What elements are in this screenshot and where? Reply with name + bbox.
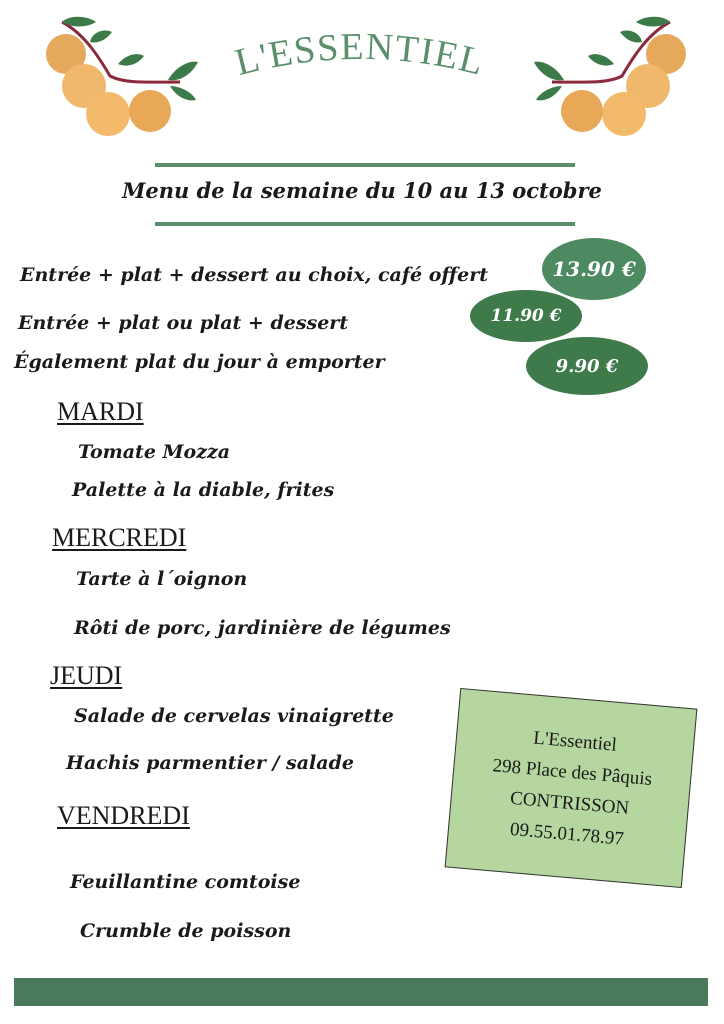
contact-card [445,688,698,888]
dish-friday-2: Crumble de poisson [80,920,292,942]
price-3: 9.90 € [555,355,619,377]
day-wednesday: MERCREDI [52,523,187,552]
dish-friday-1: Feuillantine comtoise [70,871,301,893]
price-badge-1 [542,238,646,300]
price-badge-3 [526,337,648,395]
dish-tuesday-1: Tomate Mozza [78,441,231,463]
bottom-rule [155,222,575,226]
contact-name: L'Essentiel [532,727,618,756]
restaurant-name [180,20,540,100]
day-thursday: JEUDI [50,661,123,690]
top-rule [155,163,575,167]
price-2: 11.90 € [490,306,562,326]
contact-city: CONTRISSON [509,787,630,820]
dish-thursday-1: Salade de cervelas vinaigrette [74,705,394,727]
dish-thursday-2: Hachis parmentier / salade [66,752,354,774]
price-1: 13.90 € [552,257,636,281]
offer-label-2: Entrée + plat ou plat + dessert [18,312,349,334]
orange-branch-right-icon [522,14,692,144]
dish-tuesday-2: Palette à la diable, frites [72,479,335,501]
contact-address: 298 Place des Pâquis [491,755,653,790]
price-badge-2 [470,290,582,342]
dish-wednesday-1: Tarte à l´oignon [76,568,248,590]
offer-label-1: Entrée + plat + dessert au choix, café offert [20,264,488,286]
footer-band [14,978,708,1006]
day-tuesday: MARDI [57,397,144,426]
menu-subtitle: Menu de la semaine du 10 au 13 octobre [122,178,602,203]
day-friday: VENDREDI [57,801,190,830]
offer-label-3: Également plat du jour à emporter [14,351,385,373]
contact-phone: 09.55.01.78.97 [509,818,625,850]
svg-text:L'ESSENTIEL: L'ESSENTIEL [231,25,489,85]
dish-wednesday-2: Rôti de porc, jardinière de légumes [74,617,451,639]
